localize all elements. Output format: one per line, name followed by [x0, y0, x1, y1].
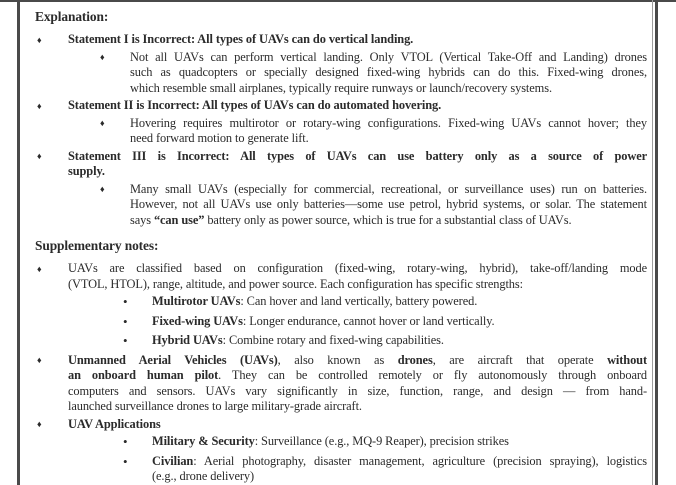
- bold-text-segment: Statement III is Incorrect: All types of UAVs can use battery only as a source of power: [68, 148, 647, 163]
- text-segment: UAVs are classified based on configuration (fixed-wing, rotary-wing, hybrid), take-off/landing mode: [68, 261, 647, 275]
- list-item: [35, 353, 647, 415]
- text-segment: computers and sensors. UAVs vary significantly in size, function, range, and design — from hand-: [68, 383, 647, 398]
- bold-text-segment: Statement II is Incorrect: All types of UAVs can do automated hovering.: [68, 98, 442, 112]
- dot-bullet-icon: •: [123, 434, 128, 449]
- text-line: [68, 399, 647, 415]
- diamond-bullet-icon: ♦: [100, 184, 105, 194]
- text-line: [130, 182, 647, 198]
- diamond-bullet-icon: ♦: [37, 419, 42, 429]
- document-content: [35, 8, 647, 485]
- text-segment: . They can be controlled remotely or fly autonomously through onboard: [218, 368, 647, 382]
- text-segment: However, not all UAVs use only batteries—some use petrol, hybrid systems, or solar. The statement: [130, 197, 647, 211]
- item-text: [130, 116, 647, 147]
- diamond-bullet-icon: ♦: [100, 118, 105, 128]
- text-segment: : Longer endurance, cannot hover or land vertically.: [242, 313, 495, 328]
- text-line: [130, 131, 647, 147]
- text-segment: Hovering requires multirotor or rotary-wing configurations. Fixed-wing UAVs cannot hover; they: [130, 115, 647, 130]
- text-line: [68, 353, 647, 369]
- list-item: [35, 294, 647, 310]
- list-item: [35, 116, 647, 147]
- text-line: [68, 417, 647, 433]
- item-text: [152, 314, 647, 330]
- bold-text-segment: without: [607, 352, 647, 367]
- dot-bullet-icon: •: [123, 313, 128, 329]
- text-segment: (e.g., drone delivery): [152, 469, 255, 483]
- diamond-bullet-icon: ♦: [37, 100, 42, 111]
- item-text: [152, 294, 647, 310]
- bold-text-segment: Fixed-wing UAVs: [152, 313, 243, 328]
- text-line: [152, 454, 647, 470]
- text-segment: : Can hover and land vertically, battery powered.: [240, 294, 478, 308]
- text-line: [130, 81, 647, 97]
- text-line: [152, 333, 647, 349]
- list-item: [35, 182, 647, 229]
- bold-text-segment: Unmanned Aerial Vehicles (UAVs): [68, 352, 278, 367]
- text-segment: , also known as: [277, 352, 398, 367]
- item-text: [68, 149, 647, 180]
- list-item: [35, 32, 647, 48]
- text-segment: such as quadcopters or specially designed fixed-wing hybrids can do this. Fixed-wing drones,: [130, 65, 647, 79]
- bold-text-segment: drones: [397, 352, 433, 367]
- text-segment: which resemble small airplanes, typically require runways or launch/recovery systems.: [130, 80, 552, 95]
- item-text: [152, 333, 647, 349]
- text-segment: : Combine rotary and fixed-wing capabilities.: [222, 333, 444, 347]
- text-line: [68, 164, 647, 180]
- item-text: [152, 434, 647, 450]
- text-segment: need forward motion to generate lift.: [130, 131, 309, 145]
- item-text: [152, 454, 647, 485]
- bold-text-segment: Civilian: [152, 453, 194, 468]
- text-segment: Many small UAVs (especially for commercial, recreational, or surveillance uses) run on batteries.: [130, 181, 647, 196]
- diamond-bullet-icon: ♦: [37, 34, 42, 45]
- left-border-line: [17, 0, 20, 485]
- list-item: [35, 454, 647, 485]
- list-item: [35, 98, 647, 114]
- text-line: [68, 368, 647, 384]
- list-item: [35, 333, 647, 349]
- list-item: [35, 149, 647, 180]
- text-segment: says: [130, 212, 154, 227]
- item-text: [130, 50, 647, 97]
- dot-bullet-icon: •: [123, 333, 128, 348]
- bold-text-segment: Military & Security: [152, 434, 255, 448]
- list-item: [35, 50, 647, 97]
- bold-text-segment: Statement I is Incorrect: All types of UAVs can do vertical landing.: [68, 32, 414, 46]
- item-text: [68, 98, 647, 114]
- item-text: [68, 353, 647, 415]
- text-line: [130, 213, 647, 229]
- section-heading: Explanation:: [35, 9, 109, 24]
- item-text: [68, 32, 647, 48]
- list-item: [35, 261, 647, 292]
- item-text: [130, 182, 647, 229]
- right-border-thick-line: [655, 0, 658, 485]
- top-border-line: [0, 0, 676, 2]
- text-segment: battery only as power source, which is true for a substantial class of UAVs.: [204, 212, 572, 227]
- text-segment: Not all UAVs can perform vertical landing. Only VTOL (Vertical Take-Off and Landing) drones: [130, 49, 647, 64]
- bold-text-segment: Multirotor UAVs: [152, 294, 241, 308]
- list-item: [35, 314, 647, 330]
- text-line: [152, 469, 647, 485]
- right-border-thin-line: [652, 0, 653, 485]
- bold-text-segment: UAV Applications: [68, 416, 161, 431]
- text-line: [152, 294, 647, 310]
- text-line: [130, 197, 647, 213]
- text-line: [68, 32, 647, 48]
- text-line: [130, 65, 647, 81]
- text-line: [68, 98, 647, 114]
- text-line: [68, 277, 647, 293]
- bold-text-segment: an onboard human pilot: [68, 368, 219, 382]
- bold-text-segment: Hybrid UAVs: [152, 333, 223, 347]
- text-line: [152, 314, 647, 330]
- diamond-bullet-icon: ♦: [37, 355, 42, 365]
- text-line: [68, 261, 647, 277]
- diamond-bullet-icon: ♦: [37, 263, 42, 274]
- bold-text-segment: “can use”: [153, 212, 205, 227]
- text-segment: : Surveillance (e.g., MQ-9 Reaper), precision strikes: [254, 434, 509, 448]
- text-segment: , are aircraft that operate: [432, 352, 608, 367]
- text-line: [68, 384, 647, 400]
- text-segment: launched surveillance drones to large military-grade aircraft.: [68, 399, 362, 413]
- section-heading: Supplementary notes:: [35, 238, 159, 253]
- text-segment: (VTOL, HTOL), range, altitude, and power source. Each configuration has specific strengths:: [68, 276, 523, 291]
- dot-bullet-icon: •: [123, 453, 128, 469]
- text-line: [152, 434, 647, 450]
- text-segment: : Aerial photography, disaster management, agriculture (precision spraying), logistics: [193, 453, 647, 468]
- list-item: [35, 417, 647, 433]
- text-line: [68, 149, 647, 165]
- dot-bullet-icon: •: [123, 294, 128, 309]
- list-item: [35, 434, 647, 450]
- item-text: [68, 417, 647, 433]
- text-line: [130, 116, 647, 132]
- bold-text-segment: supply.: [68, 164, 105, 178]
- item-text: [68, 261, 647, 292]
- diamond-bullet-icon: ♦: [100, 52, 105, 62]
- diamond-bullet-icon: ♦: [37, 151, 42, 161]
- text-line: [130, 50, 647, 66]
